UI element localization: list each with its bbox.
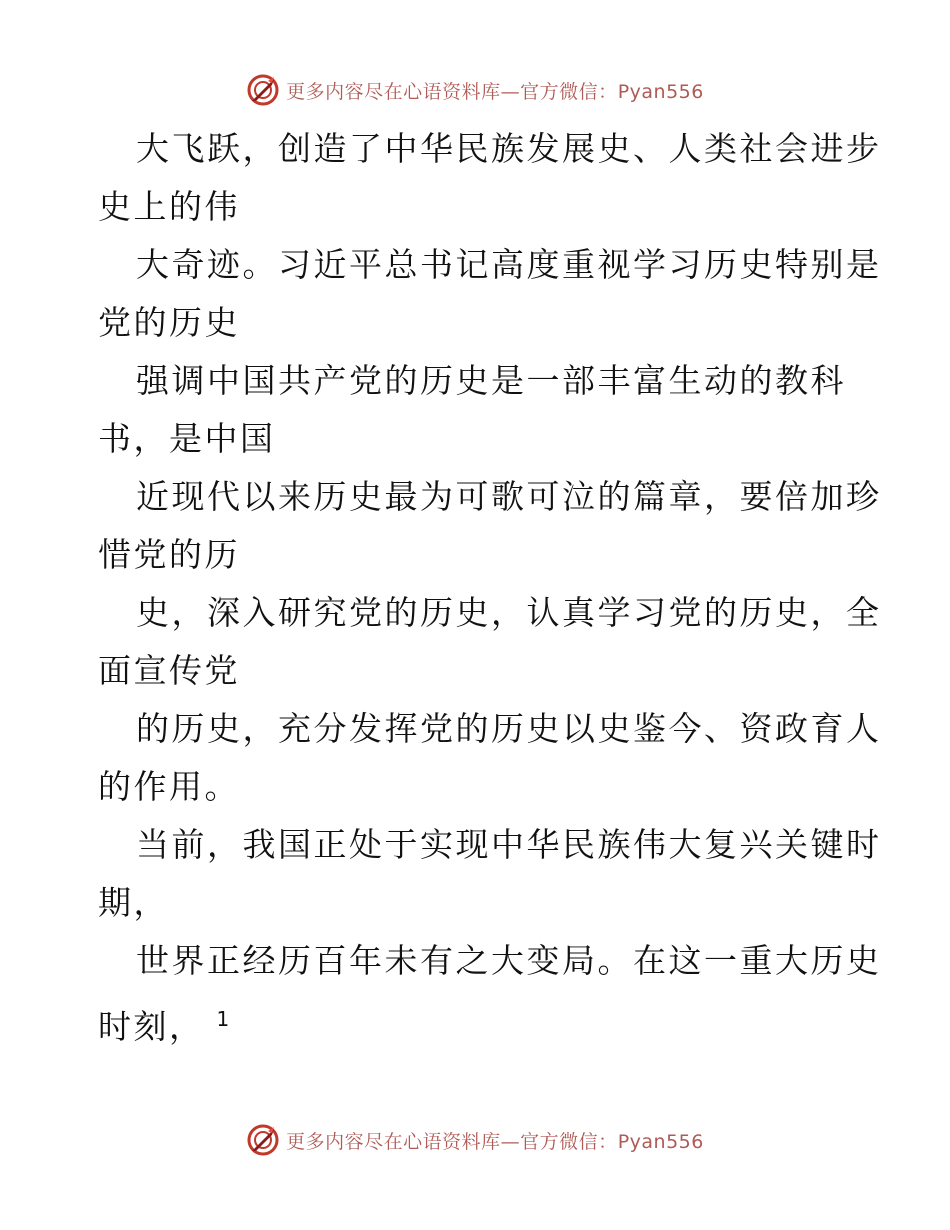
footer-banner bbox=[0, 1120, 950, 1160]
body-line: 史，深入研究党的历史，认真学习党的历史，全 bbox=[136, 593, 882, 632]
body-line: 史上的伟 bbox=[98, 187, 240, 226]
header-banner-contact: 官方微信： bbox=[520, 80, 618, 103]
body-line: 强调中国共产党的历史是一部丰富生动的教科 bbox=[136, 361, 846, 400]
header-banner bbox=[0, 70, 950, 110]
pen-nib-logo-icon bbox=[246, 73, 280, 107]
body-line: 当前，我国正处于实现中华民族伟大复兴关键时 bbox=[136, 825, 882, 864]
body-line: 党的历史 bbox=[98, 303, 240, 342]
body-line: 的历史，充分发挥党的历史以史鉴今、资政育人 bbox=[136, 709, 882, 748]
body-line-text: 时刻， bbox=[98, 1007, 205, 1046]
body-line: 大奇迹。习近平总书记高度重视学习历史特别是 bbox=[136, 245, 882, 284]
footer-banner-contact: 官方微信： bbox=[520, 1130, 618, 1153]
body-line: 的作用。 bbox=[98, 767, 240, 806]
footer-banner-separator: — bbox=[500, 1130, 521, 1153]
footer-banner-wechat-id: Pyan556 bbox=[617, 1130, 704, 1153]
document-body bbox=[98, 120, 882, 1048]
footer-banner-text bbox=[286, 1127, 704, 1154]
body-line: 近现代以来历史最为可歌可泣的篇章，要倍加珍 bbox=[136, 477, 882, 516]
body-line: 书，是中国 bbox=[98, 419, 276, 458]
header-banner-separator: — bbox=[500, 80, 521, 103]
body-line: 面宣传党 bbox=[98, 651, 240, 690]
footer-banner-title: 更多内容尽在心语资料库 bbox=[286, 1130, 501, 1153]
body-line: 期， bbox=[98, 883, 169, 922]
header-banner-text bbox=[286, 77, 704, 104]
body-line: 大飞跃，创造了中华民族发展史、人类社会进步 bbox=[136, 129, 882, 168]
header-banner-title: 更多内容尽在心语资料库 bbox=[286, 80, 501, 103]
header-banner-wechat-id: Pyan556 bbox=[617, 80, 704, 103]
page-number: 1 bbox=[216, 1007, 230, 1031]
body-line: 惜党的历 bbox=[98, 535, 240, 574]
body-line-last bbox=[98, 990, 858, 1048]
pen-nib-logo-icon bbox=[246, 1123, 280, 1157]
body-line: 世界正经历百年未有之大变局。在这一重大历史 bbox=[136, 941, 882, 980]
